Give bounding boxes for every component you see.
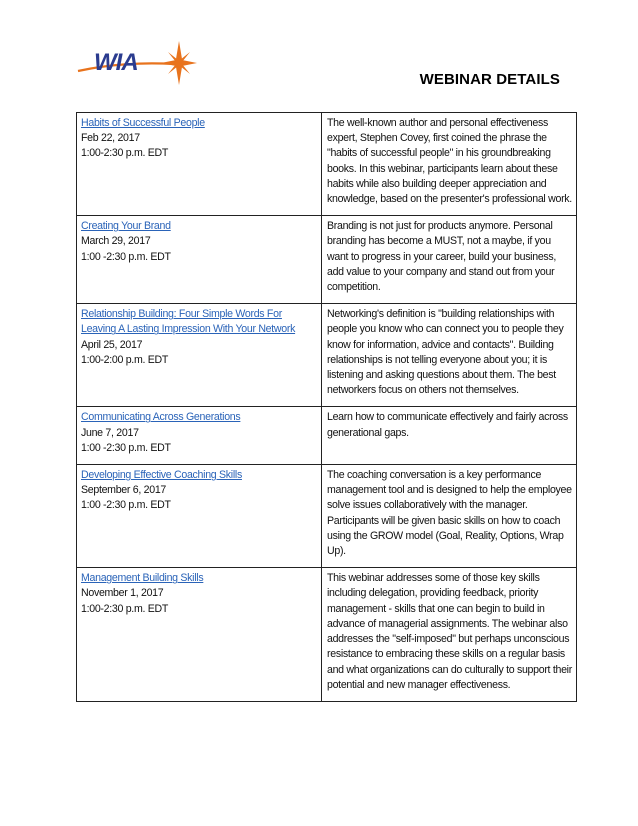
webinar-title-link[interactable]: Relationship Building: Four Simple Words For Leaving A Lasting Impression With Your Network xyxy=(81,308,296,336)
webinar-title-link[interactable]: Communicating Across Generations xyxy=(81,411,241,424)
table-row xyxy=(77,216,577,304)
webinar-date: Feb 22, 2017 xyxy=(81,132,140,145)
wia-logo-graphic xyxy=(76,40,202,94)
webinar-info-cell xyxy=(77,465,322,568)
webinar-title-link[interactable]: Management Building Skills xyxy=(81,572,204,585)
page-title: WEBINAR DETAILS xyxy=(419,71,560,88)
webinar-info-cell xyxy=(77,568,322,702)
webinar-info-cell xyxy=(77,304,322,407)
webinar-description: Learn how to communicate effectively and fairly across generational gaps. xyxy=(322,407,577,465)
webinar-time: 1:00 -2:30 p.m. EDT xyxy=(81,499,171,512)
webinar-time: 1:00-2:30 p.m. EDT xyxy=(81,602,169,615)
table-row xyxy=(77,568,577,702)
webinar-date: June 7, 2017 xyxy=(81,426,139,439)
webinar-description: The coaching conversation is a key performance management tool and is designed to help the employee solve issues collaboratively with the manager. Participants will be given basic skills on how to coach using the GROW model (Goal, Reality, Options, Wrap Up). xyxy=(322,465,577,568)
webinar-description: This webinar addresses some of those key skills including delegation, providing feedback, priority management - skills that one can begin to build in advance of managerial assignments. The webinar also addresses the "self-imposed" but perhaps unconscious resistance to embracing these skills on a regular basis and what organizations can do culturally to support their potential and new manager effectiveness. xyxy=(322,568,577,702)
webinar-date: March 29, 2017 xyxy=(81,235,151,248)
webinar-time: 1:00 -2:30 p.m. EDT xyxy=(81,441,171,454)
webinar-title-link[interactable]: Habits of Successful People xyxy=(81,117,205,129)
webinar-description: Branding is not just for products anymore. Personal branding has become a MUST, not a maybe, if you want to progress in your career, build your business, add value to your company and stand out from your competition. xyxy=(322,216,577,304)
webinar-table xyxy=(76,112,577,702)
webinar-date: September 6, 2017 xyxy=(81,484,167,497)
webinar-info-cell xyxy=(77,113,322,216)
webinar-date: April 25, 2017 xyxy=(81,338,143,351)
webinar-time: 1:00-2:00 p.m. EDT xyxy=(81,353,169,366)
webinar-date: November 1, 2017 xyxy=(81,587,164,600)
wia-logo xyxy=(76,40,202,94)
webinar-description: The well-known author and personal effectiveness expert, Stephen Covey, first coined the phrase the "habits of successful people" in his groundbreaking books. In this webinar, participants learn about these habits while also building deeper appreciation and knowledge, based on the presenter's professional work. xyxy=(322,113,577,216)
svg-text:WIA: WIA xyxy=(94,49,138,76)
webinar-info-cell xyxy=(77,407,322,465)
webinar-description: Networking's definition is "building relationships with people you know who can connect you to people they know for information, advice and contacts". Building relationships is not telling everyone about you; it is listening and asking questions about them. The best networkers focus on others not themselves. xyxy=(322,304,577,407)
table-row xyxy=(77,113,577,216)
table-row xyxy=(77,407,577,465)
table-row xyxy=(77,304,577,407)
webinar-time: 1:00 -2:30 p.m. EDT xyxy=(81,250,171,263)
webinar-time: 1:00-2:30 p.m. EDT xyxy=(81,147,169,160)
table-row xyxy=(77,465,577,568)
webinar-info-cell xyxy=(77,216,322,304)
webinar-title-link[interactable]: Developing Effective Coaching Skills xyxy=(81,469,242,482)
webinar-title-link[interactable]: Creating Your Brand xyxy=(81,220,171,233)
